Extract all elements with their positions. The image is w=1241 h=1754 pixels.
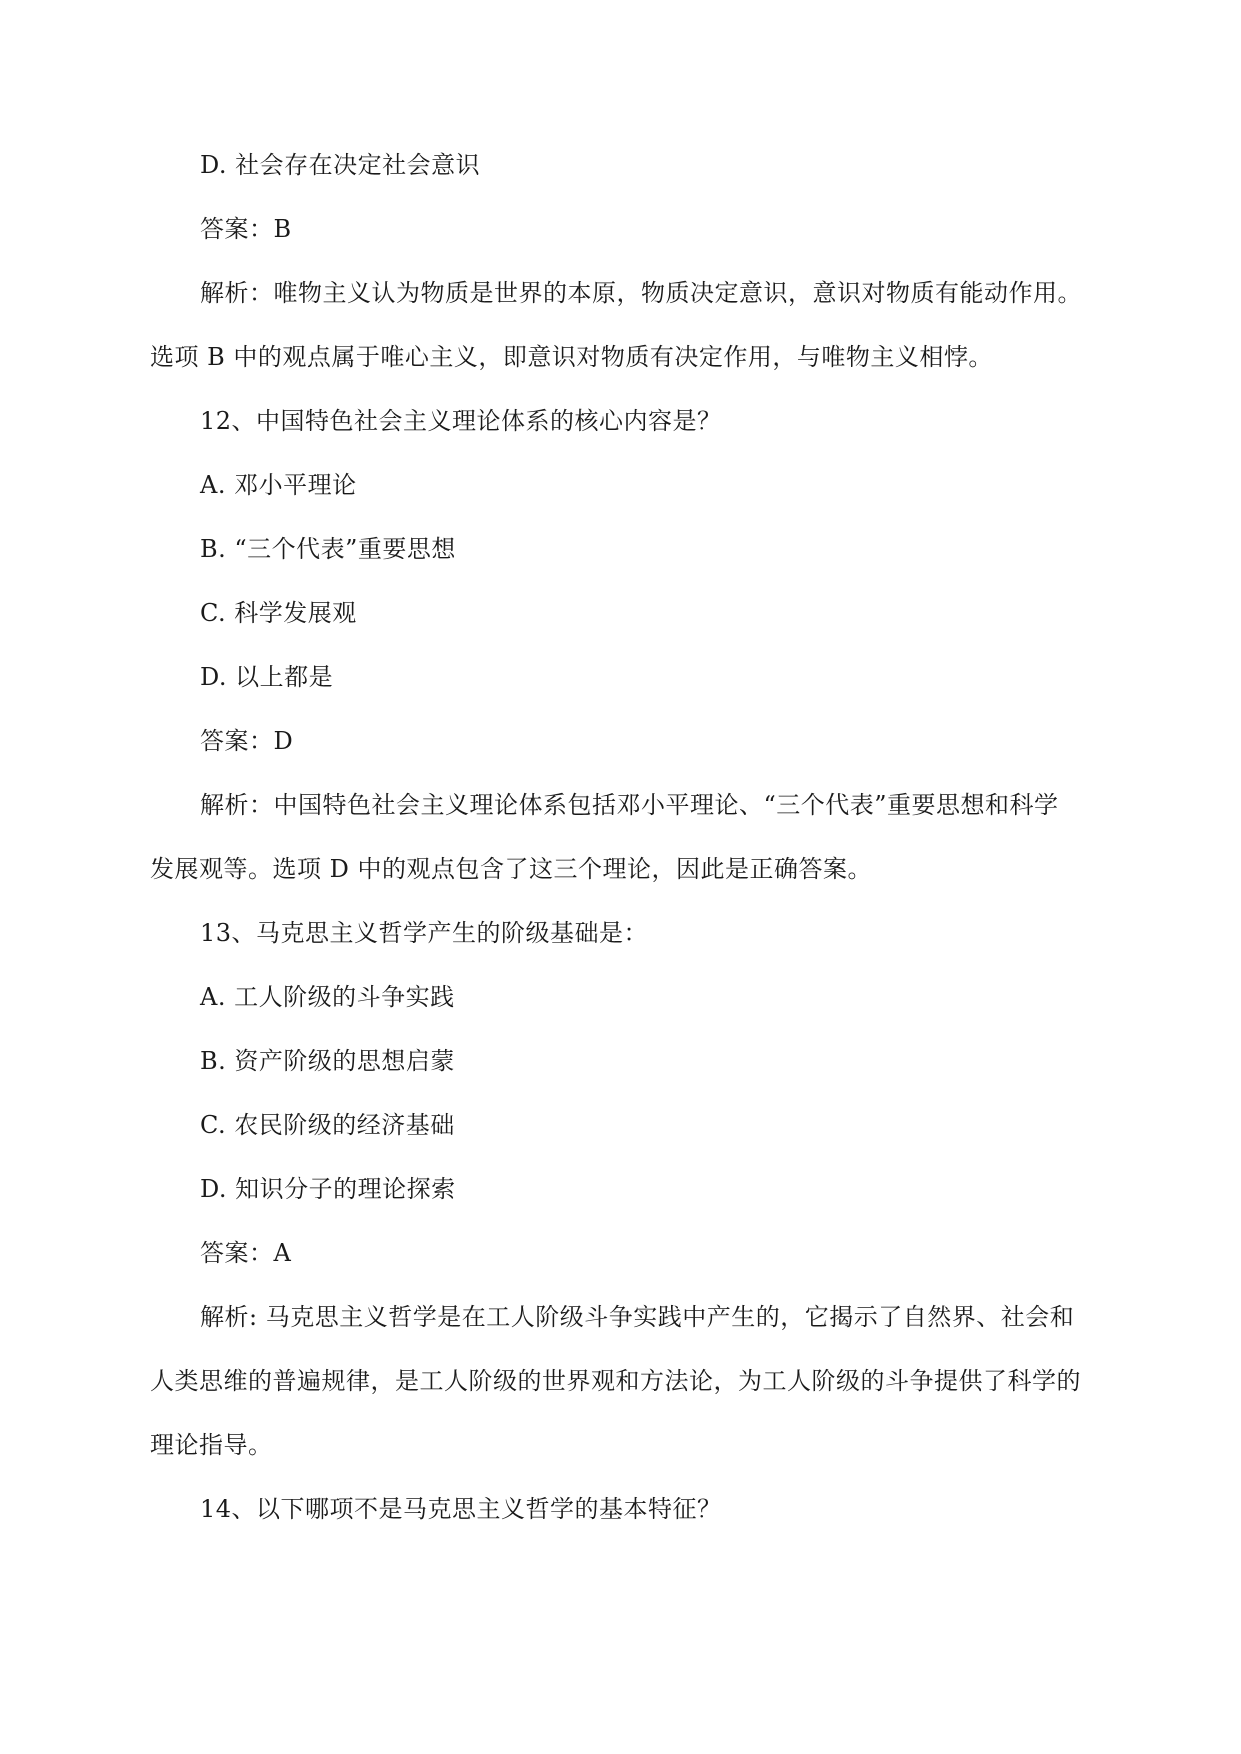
q11-explanation-line-2: 选项 B 中的观点属于唯心主义，即意识对物质有决定作用，与唯物主义相悖。 (150, 343, 993, 371)
q12-explanation-line-2: 发展观等。选项 D 中的观点包含了这三个理论，因此是正确答案。 (150, 855, 872, 883)
q12-explanation-line-1: 解析：中国特色社会主义理论体系包括邓小平理论、“三个代表”重要思想和科学 (200, 791, 1059, 819)
q13-explanation-line-2: 人类思维的普遍规律，是工人阶级的世界观和方法论，为工人阶级的斗争提供了科学的 (150, 1367, 1081, 1395)
q13-explanation-line-3: 理论指导。 (150, 1431, 273, 1459)
q13-option-c: C. 农民阶级的经济基础 (200, 1111, 455, 1139)
q14-question: 14、以下哪项不是马克思主义哲学的基本特征？ (200, 1495, 722, 1523)
q12-option-c: C. 科学发展观 (200, 599, 357, 627)
q12-option-a: A. 邓小平理论 (200, 471, 357, 499)
q11-answer: 答案：B (200, 215, 292, 243)
q11-option-d: D. 社会存在决定社会意识 (200, 151, 481, 179)
q12-answer: 答案：D (200, 727, 294, 755)
q13-option-d: D. 知识分子的理论探索 (200, 1175, 456, 1203)
q13-answer: 答案：A (200, 1239, 292, 1267)
q12-option-b: B. “三个代表”重要思想 (200, 535, 456, 563)
q13-option-b: B. 资产阶级的思想启蒙 (200, 1047, 455, 1075)
q13-question: 13、马克思主义哲学产生的阶级基础是： (200, 919, 649, 947)
q12-question: 12、中国特色社会主义理论体系的核心内容是？ (200, 407, 722, 435)
q11-explanation-line-1: 解析：唯物主义认为物质是世界的本原，物质决定意识，意识对物质有能动作用。 (200, 279, 1082, 307)
q12-option-d: D. 以上都是 (200, 663, 334, 691)
q13-option-a: A. 工人阶级的斗争实践 (200, 983, 455, 1011)
q13-explanation-line-1: 解析: 马克思主义哲学是在工人阶级斗争实践中产生的，它揭示了自然界、社会和 (200, 1303, 1075, 1331)
